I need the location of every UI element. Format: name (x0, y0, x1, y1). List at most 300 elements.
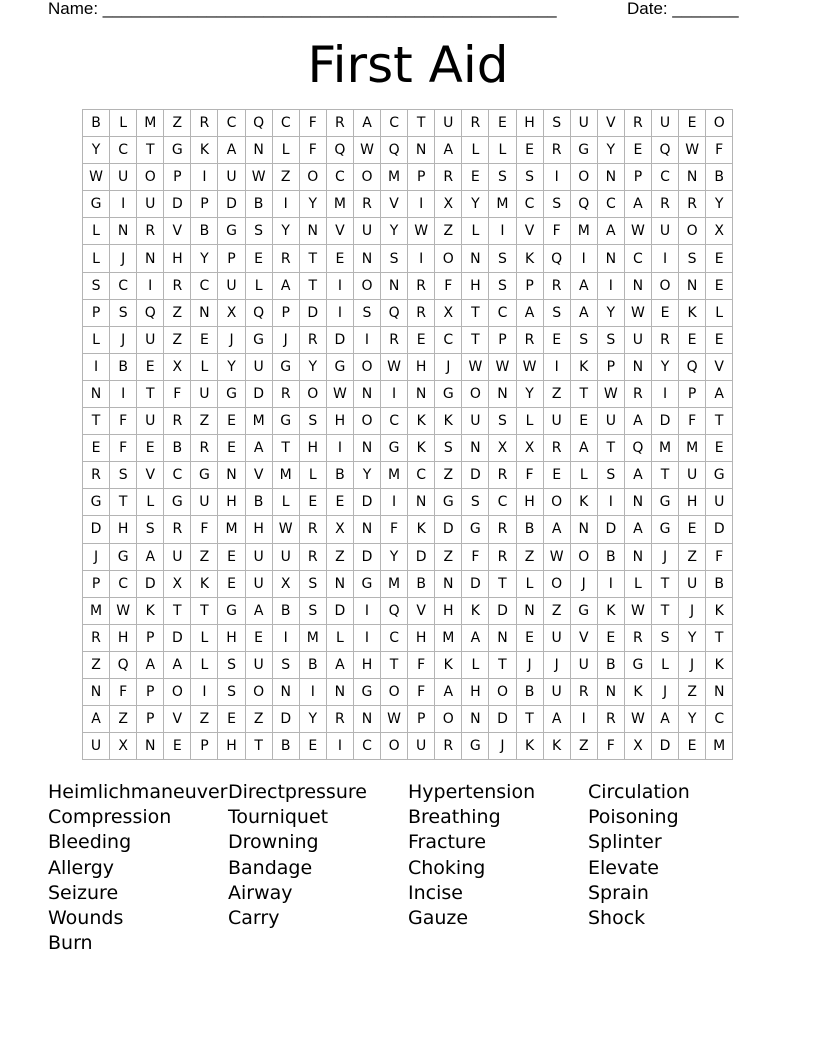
grid-cell[interactable]: V (164, 706, 191, 733)
grid-cell[interactable]: A (570, 299, 597, 326)
grid-cell[interactable]: U (624, 326, 651, 353)
grid-cell[interactable]: B (245, 489, 272, 516)
grid-cell[interactable]: R (191, 110, 218, 137)
grid-cell[interactable]: Y (353, 462, 380, 489)
grid-cell[interactable]: E (218, 435, 245, 462)
grid-cell[interactable]: F (706, 543, 733, 570)
grid-cell[interactable]: R (164, 408, 191, 435)
grid-cell[interactable]: R (137, 218, 164, 245)
grid-cell[interactable]: I (191, 164, 218, 191)
grid-cell[interactable]: G (570, 137, 597, 164)
grid-cell[interactable]: O (381, 733, 408, 760)
grid-cell[interactable]: M (706, 733, 733, 760)
grid-cell[interactable]: B (597, 543, 624, 570)
grid-cell[interactable]: S (543, 110, 570, 137)
grid-cell[interactable]: W (516, 353, 543, 380)
grid-cell[interactable]: F (435, 272, 462, 299)
grid-cell[interactable]: K (462, 597, 489, 624)
grid-cell[interactable]: Q (381, 597, 408, 624)
grid-cell[interactable]: I (353, 624, 380, 651)
grid-cell[interactable]: A (435, 137, 462, 164)
grid-cell[interactable]: Z (679, 678, 706, 705)
grid-cell[interactable]: G (353, 570, 380, 597)
grid-cell[interactable]: D (462, 462, 489, 489)
grid-cell[interactable]: N (462, 245, 489, 272)
grid-cell[interactable]: K (435, 408, 462, 435)
date-field[interactable]: Date: _______ (627, 0, 739, 18)
grid-cell[interactable]: Y (83, 137, 110, 164)
grid-cell[interactable]: Y (218, 353, 245, 380)
grid-cell[interactable]: W (381, 706, 408, 733)
grid-cell[interactable]: E (218, 543, 245, 570)
grid-cell[interactable]: S (489, 164, 516, 191)
grid-cell[interactable]: R (299, 326, 326, 353)
grid-cell[interactable]: A (570, 272, 597, 299)
grid-cell[interactable]: G (706, 462, 733, 489)
grid-cell[interactable]: D (137, 570, 164, 597)
grid-cell[interactable]: Z (245, 706, 272, 733)
grid-cell[interactable]: S (218, 678, 245, 705)
grid-cell[interactable]: Z (543, 597, 570, 624)
grid-cell[interactable]: B (706, 570, 733, 597)
grid-cell[interactable]: D (651, 733, 678, 760)
grid-cell[interactable]: C (272, 110, 299, 137)
grid-cell[interactable]: F (679, 408, 706, 435)
grid-cell[interactable]: I (110, 191, 137, 218)
grid-cell[interactable]: G (83, 191, 110, 218)
grid-cell[interactable]: P (191, 191, 218, 218)
grid-cell[interactable]: R (408, 299, 435, 326)
grid-cell[interactable]: I (191, 678, 218, 705)
grid-cell[interactable]: A (245, 597, 272, 624)
grid-cell[interactable]: N (353, 706, 380, 733)
grid-cell[interactable]: W (624, 218, 651, 245)
grid-cell[interactable]: P (83, 299, 110, 326)
grid-cell[interactable]: W (597, 380, 624, 407)
grid-cell[interactable]: Z (164, 110, 191, 137)
grid-cell[interactable]: U (408, 733, 435, 760)
grid-cell[interactable]: C (110, 570, 137, 597)
grid-cell[interactable]: N (353, 516, 380, 543)
grid-cell[interactable]: H (516, 110, 543, 137)
grid-cell[interactable]: V (137, 462, 164, 489)
grid-cell[interactable]: L (245, 272, 272, 299)
grid-cell[interactable]: B (597, 651, 624, 678)
grid-cell[interactable]: Z (191, 706, 218, 733)
grid-cell[interactable]: O (570, 543, 597, 570)
grid-cell[interactable]: B (272, 733, 299, 760)
grid-cell[interactable]: R (489, 543, 516, 570)
grid-cell[interactable]: Q (245, 110, 272, 137)
grid-cell[interactable]: D (326, 597, 353, 624)
grid-cell[interactable]: J (110, 326, 137, 353)
grid-cell[interactable]: H (110, 516, 137, 543)
grid-cell[interactable]: U (651, 110, 678, 137)
grid-cell[interactable]: P (137, 624, 164, 651)
grid-cell[interactable]: R (570, 678, 597, 705)
grid-cell[interactable]: T (516, 706, 543, 733)
grid-cell[interactable]: O (706, 110, 733, 137)
grid-cell[interactable]: S (435, 435, 462, 462)
grid-cell[interactable]: N (83, 678, 110, 705)
grid-cell[interactable]: S (597, 326, 624, 353)
grid-cell[interactable]: Z (326, 543, 353, 570)
grid-cell[interactable]: O (353, 353, 380, 380)
grid-cell[interactable]: L (191, 353, 218, 380)
grid-cell[interactable]: Y (191, 245, 218, 272)
grid-cell[interactable]: U (110, 164, 137, 191)
grid-cell[interactable]: I (570, 245, 597, 272)
grid-cell[interactable]: Y (299, 191, 326, 218)
grid-cell[interactable]: Z (679, 543, 706, 570)
grid-cell[interactable]: E (706, 326, 733, 353)
grid-cell[interactable]: T (164, 597, 191, 624)
grid-cell[interactable]: Y (381, 543, 408, 570)
grid-cell[interactable]: X (624, 733, 651, 760)
grid-cell[interactable]: E (651, 299, 678, 326)
grid-cell[interactable]: B (191, 218, 218, 245)
grid-cell[interactable]: A (435, 678, 462, 705)
grid-cell[interactable]: O (137, 164, 164, 191)
grid-cell[interactable]: R (299, 543, 326, 570)
grid-cell[interactable]: N (110, 218, 137, 245)
grid-cell[interactable]: O (164, 678, 191, 705)
grid-cell[interactable]: O (381, 678, 408, 705)
grid-cell[interactable]: C (381, 110, 408, 137)
grid-cell[interactable]: A (137, 543, 164, 570)
grid-cell[interactable]: X (516, 435, 543, 462)
grid-cell[interactable]: K (624, 678, 651, 705)
grid-cell[interactable]: R (435, 164, 462, 191)
grid-cell[interactable]: G (435, 380, 462, 407)
grid-cell[interactable]: T (597, 435, 624, 462)
grid-cell[interactable]: I (381, 489, 408, 516)
grid-cell[interactable]: U (597, 408, 624, 435)
grid-cell[interactable]: Y (516, 380, 543, 407)
grid-cell[interactable]: G (381, 435, 408, 462)
grid-cell[interactable]: Y (679, 706, 706, 733)
grid-cell[interactable]: L (299, 462, 326, 489)
grid-cell[interactable]: A (706, 380, 733, 407)
grid-cell[interactable]: L (462, 137, 489, 164)
grid-cell[interactable]: Q (624, 435, 651, 462)
grid-cell[interactable]: B (83, 110, 110, 137)
grid-cell[interactable]: M (489, 191, 516, 218)
grid-cell[interactable]: T (462, 299, 489, 326)
grid-cell[interactable]: L (83, 218, 110, 245)
grid-cell[interactable]: G (272, 408, 299, 435)
grid-cell[interactable]: K (516, 245, 543, 272)
grid-cell[interactable]: O (462, 380, 489, 407)
grid-cell[interactable]: U (245, 570, 272, 597)
grid-cell[interactable]: H (435, 597, 462, 624)
grid-cell[interactable]: W (408, 218, 435, 245)
grid-cell[interactable]: G (218, 380, 245, 407)
grid-cell[interactable]: E (706, 245, 733, 272)
grid-cell[interactable]: Y (462, 191, 489, 218)
grid-cell[interactable]: B (299, 651, 326, 678)
grid-cell[interactable]: F (543, 218, 570, 245)
grid-cell[interactable]: D (164, 624, 191, 651)
grid-cell[interactable]: U (570, 110, 597, 137)
grid-cell[interactable]: G (570, 597, 597, 624)
grid-cell[interactable]: J (570, 570, 597, 597)
grid-cell[interactable]: H (408, 624, 435, 651)
grid-cell[interactable]: X (110, 733, 137, 760)
grid-cell[interactable]: W (679, 137, 706, 164)
grid-cell[interactable]: E (137, 353, 164, 380)
grid-cell[interactable]: J (435, 353, 462, 380)
grid-cell[interactable]: X (706, 218, 733, 245)
grid-cell[interactable]: D (651, 408, 678, 435)
grid-cell[interactable]: C (218, 110, 245, 137)
grid-cell[interactable]: P (408, 706, 435, 733)
grid-cell[interactable]: L (516, 570, 543, 597)
grid-cell[interactable]: N (408, 137, 435, 164)
grid-cell[interactable]: U (245, 651, 272, 678)
grid-cell[interactable]: K (191, 137, 218, 164)
grid-cell[interactable]: N (245, 137, 272, 164)
grid-cell[interactable]: S (543, 299, 570, 326)
grid-cell[interactable]: W (245, 164, 272, 191)
grid-cell[interactable]: V (381, 191, 408, 218)
grid-cell[interactable]: I (299, 678, 326, 705)
grid-cell[interactable]: E (489, 110, 516, 137)
grid-cell[interactable]: C (408, 462, 435, 489)
grid-cell[interactable]: J (83, 543, 110, 570)
grid-cell[interactable]: U (137, 191, 164, 218)
grid-cell[interactable]: T (489, 570, 516, 597)
grid-cell[interactable]: R (299, 516, 326, 543)
grid-cell[interactable]: Z (570, 733, 597, 760)
grid-cell[interactable]: E (326, 245, 353, 272)
grid-cell[interactable]: F (462, 543, 489, 570)
grid-cell[interactable]: G (218, 218, 245, 245)
grid-cell[interactable]: R (651, 326, 678, 353)
grid-cell[interactable]: E (543, 326, 570, 353)
grid-cell[interactable]: N (326, 678, 353, 705)
grid-cell[interactable]: Q (679, 353, 706, 380)
grid-cell[interactable]: N (435, 570, 462, 597)
grid-cell[interactable]: U (164, 543, 191, 570)
grid-cell[interactable]: J (651, 678, 678, 705)
grid-cell[interactable]: R (83, 624, 110, 651)
grid-cell[interactable]: E (570, 408, 597, 435)
grid-cell[interactable]: T (706, 408, 733, 435)
grid-cell[interactable]: L (191, 624, 218, 651)
grid-cell[interactable]: P (408, 164, 435, 191)
grid-cell[interactable]: G (218, 597, 245, 624)
grid-cell[interactable]: G (245, 326, 272, 353)
grid-cell[interactable]: Z (543, 380, 570, 407)
grid-cell[interactable]: C (516, 191, 543, 218)
grid-cell[interactable]: I (651, 380, 678, 407)
grid-cell[interactable]: Y (272, 218, 299, 245)
grid-cell[interactable]: S (299, 597, 326, 624)
grid-cell[interactable]: U (679, 462, 706, 489)
grid-cell[interactable]: Y (299, 353, 326, 380)
grid-cell[interactable]: O (651, 272, 678, 299)
grid-cell[interactable]: N (381, 272, 408, 299)
grid-cell[interactable]: R (489, 516, 516, 543)
grid-cell[interactable]: R (164, 272, 191, 299)
grid-cell[interactable]: V (326, 218, 353, 245)
grid-cell[interactable]: A (218, 137, 245, 164)
grid-cell[interactable]: R (624, 380, 651, 407)
grid-cell[interactable]: H (218, 733, 245, 760)
grid-cell[interactable]: E (83, 435, 110, 462)
name-field[interactable]: Name: ________________________________________________ (48, 0, 557, 18)
grid-cell[interactable]: Y (299, 706, 326, 733)
grid-cell[interactable]: E (137, 435, 164, 462)
grid-cell[interactable]: N (462, 706, 489, 733)
grid-cell[interactable]: K (191, 570, 218, 597)
grid-cell[interactable]: G (272, 353, 299, 380)
grid-cell[interactable]: C (435, 326, 462, 353)
grid-cell[interactable]: U (218, 164, 245, 191)
grid-cell[interactable]: X (435, 191, 462, 218)
grid-cell[interactable]: B (245, 191, 272, 218)
grid-cell[interactable]: T (651, 597, 678, 624)
grid-cell[interactable]: R (272, 245, 299, 272)
grid-cell[interactable]: Z (164, 299, 191, 326)
grid-cell[interactable]: H (218, 489, 245, 516)
grid-cell[interactable]: E (543, 462, 570, 489)
grid-cell[interactable]: I (353, 597, 380, 624)
grid-cell[interactable]: E (679, 516, 706, 543)
grid-cell[interactable]: T (191, 597, 218, 624)
grid-cell[interactable]: S (543, 191, 570, 218)
grid-cell[interactable]: R (191, 435, 218, 462)
grid-cell[interactable]: J (543, 651, 570, 678)
grid-cell[interactable]: H (164, 245, 191, 272)
grid-cell[interactable]: N (706, 678, 733, 705)
grid-cell[interactable]: Z (435, 462, 462, 489)
grid-cell[interactable]: R (381, 326, 408, 353)
grid-cell[interactable]: S (218, 651, 245, 678)
grid-cell[interactable]: O (435, 706, 462, 733)
grid-cell[interactable]: D (299, 299, 326, 326)
grid-cell[interactable]: N (679, 272, 706, 299)
grid-cell[interactable]: L (462, 651, 489, 678)
grid-cell[interactable]: E (245, 624, 272, 651)
grid-cell[interactable]: S (516, 164, 543, 191)
grid-cell[interactable]: M (299, 624, 326, 651)
grid-cell[interactable]: W (326, 380, 353, 407)
grid-cell[interactable]: Q (381, 299, 408, 326)
grid-cell[interactable]: G (191, 462, 218, 489)
grid-cell[interactable]: Z (164, 326, 191, 353)
grid-cell[interactable]: N (191, 299, 218, 326)
grid-cell[interactable]: D (435, 516, 462, 543)
grid-cell[interactable]: N (218, 462, 245, 489)
grid-cell[interactable]: F (381, 516, 408, 543)
grid-cell[interactable]: M (272, 462, 299, 489)
grid-cell[interactable]: E (679, 733, 706, 760)
grid-cell[interactable]: A (164, 651, 191, 678)
grid-cell[interactable]: I (543, 353, 570, 380)
grid-cell[interactable]: C (624, 245, 651, 272)
grid-cell[interactable]: F (110, 408, 137, 435)
grid-cell[interactable]: O (353, 408, 380, 435)
grid-cell[interactable]: I (489, 218, 516, 245)
grid-cell[interactable]: M (435, 624, 462, 651)
grid-cell[interactable]: Q (381, 137, 408, 164)
grid-cell[interactable]: L (489, 137, 516, 164)
grid-cell[interactable]: K (570, 489, 597, 516)
grid-cell[interactable]: R (435, 733, 462, 760)
grid-cell[interactable]: H (462, 272, 489, 299)
grid-cell[interactable]: M (381, 462, 408, 489)
grid-cell[interactable]: I (110, 380, 137, 407)
grid-cell[interactable]: D (489, 706, 516, 733)
grid-cell[interactable]: K (408, 408, 435, 435)
grid-cell[interactable]: O (299, 380, 326, 407)
grid-cell[interactable]: R (624, 110, 651, 137)
grid-cell[interactable]: I (137, 272, 164, 299)
grid-cell[interactable]: O (245, 678, 272, 705)
grid-cell[interactable]: W (543, 543, 570, 570)
grid-cell[interactable]: F (110, 678, 137, 705)
grid-cell[interactable]: T (462, 326, 489, 353)
grid-cell[interactable]: A (245, 435, 272, 462)
grid-cell[interactable]: M (218, 516, 245, 543)
grid-cell[interactable]: X (164, 353, 191, 380)
grid-cell[interactable]: E (408, 326, 435, 353)
grid-cell[interactable]: N (299, 218, 326, 245)
grid-cell[interactable]: C (110, 272, 137, 299)
grid-cell[interactable]: R (543, 435, 570, 462)
grid-cell[interactable]: U (651, 218, 678, 245)
grid-cell[interactable]: J (110, 245, 137, 272)
grid-cell[interactable]: L (624, 570, 651, 597)
grid-cell[interactable]: T (651, 462, 678, 489)
grid-cell[interactable]: H (218, 624, 245, 651)
grid-cell[interactable]: H (408, 353, 435, 380)
grid-cell[interactable]: U (543, 678, 570, 705)
grid-cell[interactable]: B (516, 516, 543, 543)
grid-cell[interactable]: A (543, 706, 570, 733)
grid-cell[interactable]: S (679, 245, 706, 272)
grid-cell[interactable]: M (381, 164, 408, 191)
grid-cell[interactable]: R (516, 326, 543, 353)
grid-cell[interactable]: K (137, 597, 164, 624)
grid-cell[interactable]: W (83, 164, 110, 191)
grid-cell[interactable]: X (164, 570, 191, 597)
grid-cell[interactable]: E (218, 570, 245, 597)
grid-cell[interactable]: N (353, 245, 380, 272)
grid-cell[interactable]: D (462, 570, 489, 597)
grid-cell[interactable]: D (353, 489, 380, 516)
grid-cell[interactable]: W (381, 353, 408, 380)
grid-cell[interactable]: E (299, 733, 326, 760)
grid-cell[interactable]: M (326, 191, 353, 218)
grid-cell[interactable]: I (272, 191, 299, 218)
grid-cell[interactable]: L (651, 651, 678, 678)
grid-cell[interactable]: N (597, 678, 624, 705)
grid-cell[interactable]: K (408, 516, 435, 543)
grid-cell[interactable]: F (299, 137, 326, 164)
grid-cell[interactable]: R (326, 706, 353, 733)
grid-cell[interactable]: S (489, 245, 516, 272)
grid-cell[interactable]: L (83, 326, 110, 353)
grid-cell[interactable]: J (218, 326, 245, 353)
grid-cell[interactable]: R (543, 137, 570, 164)
grid-cell[interactable]: E (597, 624, 624, 651)
grid-cell[interactable]: U (245, 353, 272, 380)
grid-cell[interactable]: I (597, 272, 624, 299)
grid-cell[interactable]: A (624, 462, 651, 489)
